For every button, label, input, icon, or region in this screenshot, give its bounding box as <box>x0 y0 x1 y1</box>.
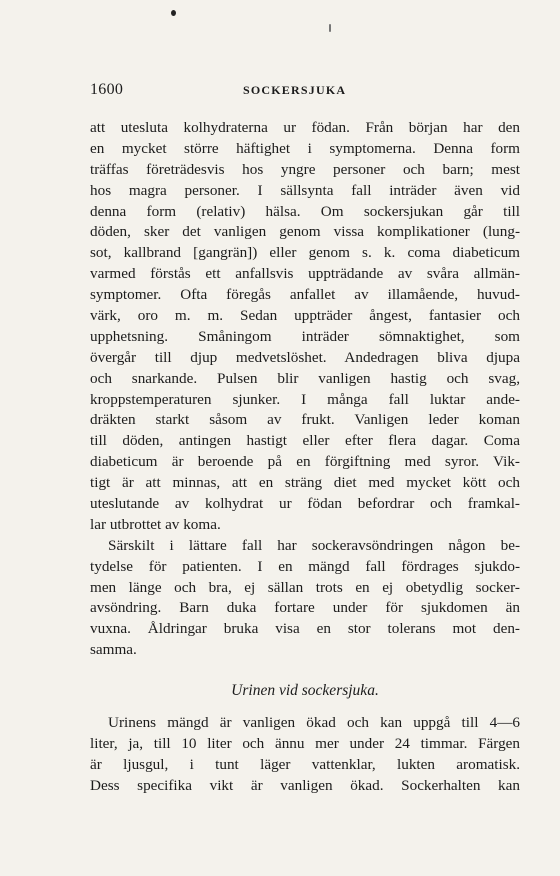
text-line: är ljusgul, i tunt läger vattenklar, lukten aromatisk. <box>90 755 520 773</box>
text-line: Dess specifika vikt är vanligen ökad. Sockerhalten kan <box>90 776 520 794</box>
text-line: varmed förstås ett anfallsvis uppträdande av svåra allmän- <box>90 265 520 283</box>
text-line: upphetsning. Småningom inträder sömnaktighet, som <box>90 327 520 345</box>
paragraph <box>90 536 520 661</box>
text-line: Urinens mängd är vanligen ökad och kan uppgå till 4—6 <box>108 714 520 732</box>
paragraph <box>90 118 520 536</box>
text-line: liter, ja, till 10 liter och ännu mer under 24 timmar. Färgen <box>90 735 520 753</box>
ink-speck <box>171 10 176 16</box>
text-line: att utesluta kolhydraterna ur födan. Från början har den <box>90 119 520 136</box>
text-line: lar utbrottet av koma. <box>90 515 221 533</box>
text-line: avsöndring. Barn duka fortare under för sjukdomen än <box>90 599 520 617</box>
page-body <box>90 118 520 797</box>
text-line: symptomer. Ofta föregås anfallet av illamående, huvud- <box>90 286 520 304</box>
text-line: värk, oro m. m. Sedan uppträder ångest, fantasier och <box>90 307 520 325</box>
text-line: träffas företrädesvis hos yngre personer och barn; mest <box>90 160 520 178</box>
page-header <box>90 81 520 101</box>
text-line: tigt är att minnas, att en sträng diet med mycket kött och <box>90 474 520 492</box>
text-line: men länge och bra, ej sällan trots en ej obetydlig socker- <box>90 578 520 596</box>
text-line: sot, kallbrand [gangrän]) eller genom s. k. coma diabeticum <box>90 244 520 262</box>
text-line: uteslutande av kolhydrat ur födan befordrar och framkal- <box>90 495 520 513</box>
text-line: och snarkande. Pulsen blir vanligen hastig och svag, <box>90 369 520 387</box>
text-line: Särskilt i lättare fall har sockeravsöndringen någon be- <box>108 536 520 554</box>
text-line: till döden, antingen hastigt eller efter flera dagar. Coma <box>90 432 520 450</box>
text-line: tydelse för patienten. I en mängd fall fördrages sjukdo- <box>90 557 520 575</box>
text-line: hos magra personer. I sällsynta fall inträder även vid <box>90 181 520 199</box>
running-head: SOCKERSJUKA <box>243 83 347 97</box>
section-heading: Urinen vid sockersjuka. <box>231 682 379 700</box>
page-number: 1600 <box>90 81 124 98</box>
paragraph <box>90 713 520 797</box>
text-line: dräkten starkt såsom av frukt. Vanligen leder koman <box>90 411 520 429</box>
text-line: vuxna. Åldringar bruka visa en stor tolerans mot den- <box>90 620 520 638</box>
text-line: diabeticum är beroende på en förgiftning med syror. Vik- <box>90 453 520 471</box>
text-line: döden, sker det vanligen genom vissa komplikationer (lung- <box>90 223 520 241</box>
text-line: övergår till djup medvetslöshet. Andedragen bliva djupa <box>90 348 520 366</box>
text-line: samma. <box>90 641 137 659</box>
text-line: denna form (relativ) hälsa. Om sockersjukan går till <box>90 202 520 220</box>
ink-speck <box>329 24 331 32</box>
text-line: kroppstemperaturen sjunker. I många fall luktar ande- <box>90 390 520 408</box>
text-line: en mycket större häftighet i symptomerna. Denna form <box>90 139 520 157</box>
